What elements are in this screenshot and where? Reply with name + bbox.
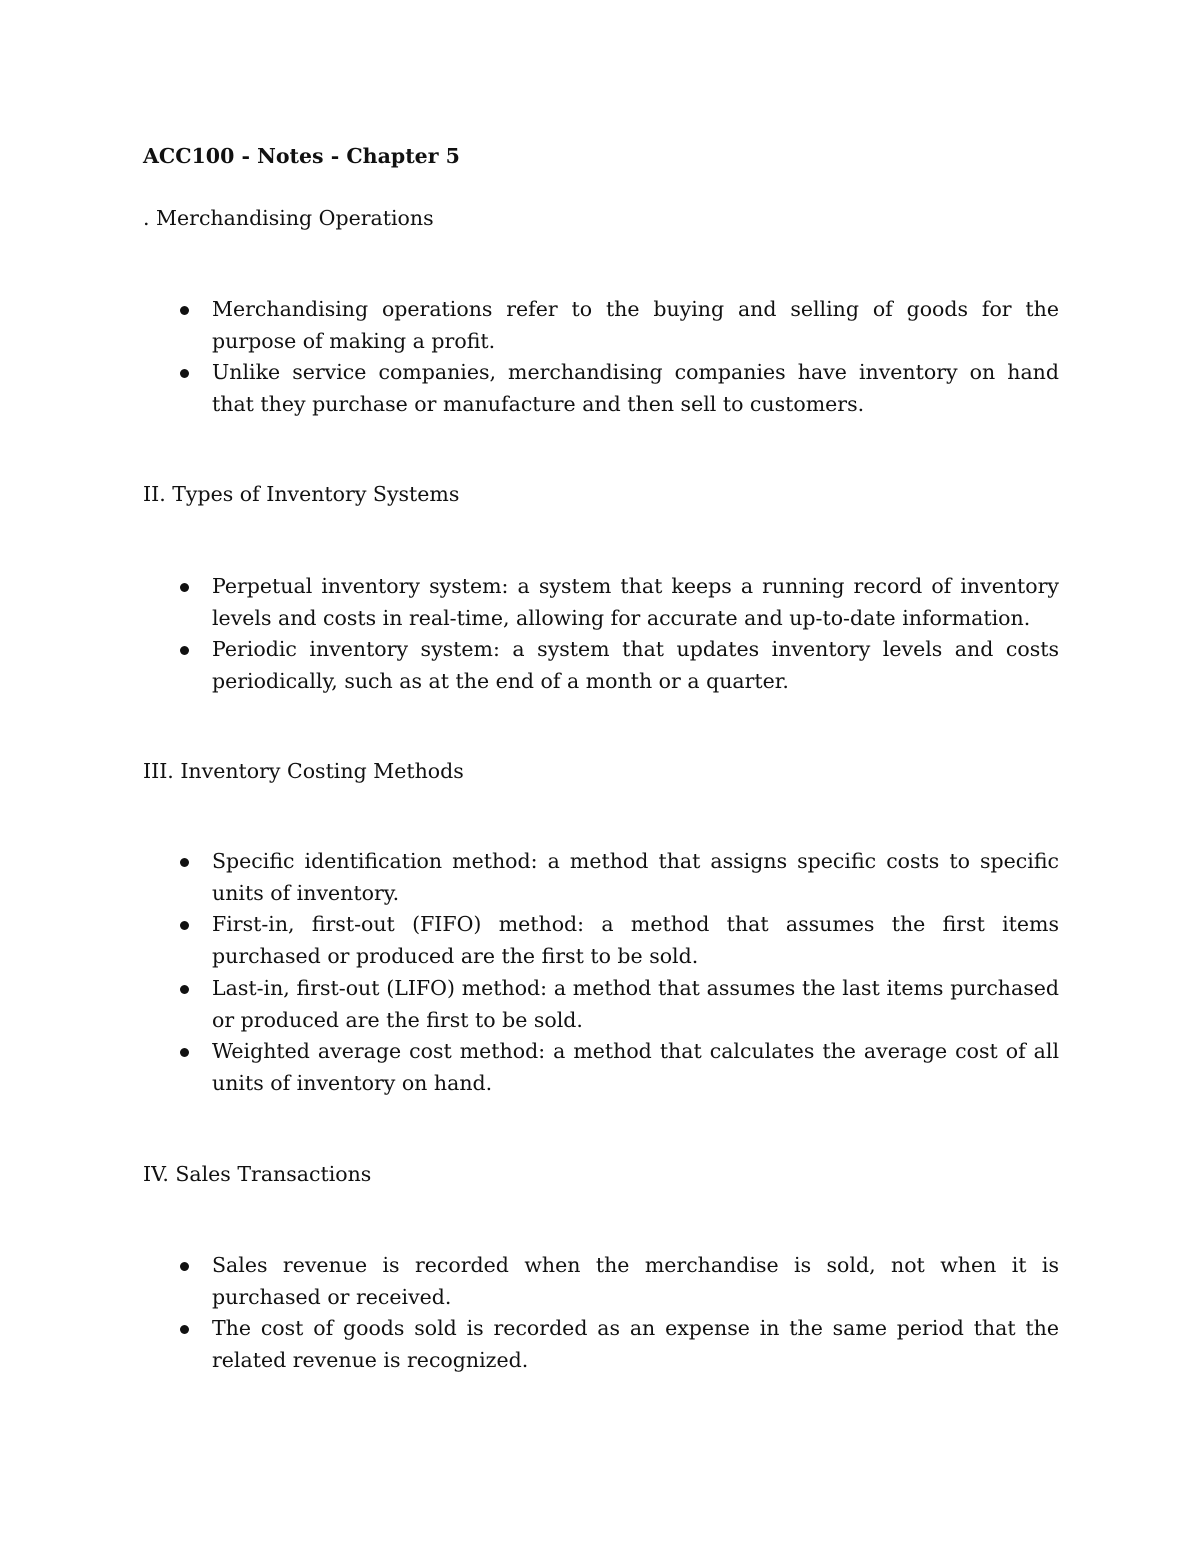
list-item-text: The cost of goods sold is recorded as an expense in the same period that the related revenue is recognized. bbox=[212, 1316, 1059, 1373]
bullet-dot-icon bbox=[180, 1048, 189, 1057]
bullet-dot-icon bbox=[180, 858, 189, 867]
list-item-text: Sales revenue is recorded when the merchandise is sold, not when it is purchased or received. bbox=[212, 1253, 1059, 1309]
bullet-list-inventory-systems bbox=[143, 571, 1059, 698]
bullet-dot-icon bbox=[180, 1325, 189, 1334]
list-item bbox=[143, 294, 1059, 357]
list-item bbox=[143, 909, 1059, 972]
list-item-text: Weighted average cost method: a method that calculates the average cost of all units of inventory on hand. bbox=[212, 1039, 1059, 1095]
section-heading-inventory-systems: II. Types of Inventory Systems bbox=[143, 482, 460, 506]
list-item-text: First-in, first-out (FIFO) method: a method that assumes the first items purchased or produced are the first to be sold. bbox=[212, 912, 1059, 969]
list-item-text: Last-in, first-out (LIFO) method: a method that assumes the last items purchased or produced are the first to be sold. bbox=[212, 975, 1059, 1032]
section-heading-sales-transactions: IV. Sales Transactions bbox=[143, 1162, 372, 1186]
list-item bbox=[143, 1313, 1059, 1376]
document-title: ACC100 - Notes - Chapter 5 bbox=[143, 144, 460, 168]
bullet-dot-icon bbox=[180, 369, 189, 378]
bullet-dot-icon bbox=[180, 985, 189, 994]
list-item bbox=[143, 1036, 1059, 1099]
bullet-dot-icon bbox=[180, 306, 189, 315]
list-item bbox=[143, 846, 1059, 909]
list-item bbox=[143, 973, 1059, 1036]
bullet-dot-icon bbox=[180, 583, 189, 592]
bullet-list-sales-transactions bbox=[143, 1250, 1059, 1377]
list-item-text: Specific identification method: a method that assigns specific costs to specific units of inventory. bbox=[212, 849, 1059, 905]
bullet-dot-icon bbox=[180, 646, 189, 655]
list-item-text: Unlike service companies, merchandising companies have inventory on hand that they purchase or manufacture and then sell to customers. bbox=[212, 360, 1059, 417]
list-item-text: Periodic inventory system: a system that updates inventory levels and costs periodically, such as at the end of a month or a quarter. bbox=[212, 637, 1059, 694]
bullet-dot-icon bbox=[180, 921, 189, 930]
section-heading-merchandising-operations: . Merchandising Operations bbox=[143, 206, 434, 230]
list-item bbox=[143, 634, 1059, 697]
list-item-text: Merchandising operations refer to the buying and selling of goods for the purpose of making a profit. bbox=[212, 297, 1059, 353]
list-item bbox=[143, 357, 1059, 420]
list-item bbox=[143, 571, 1059, 634]
bullet-list-merchandising-operations bbox=[143, 294, 1059, 421]
bullet-dot-icon bbox=[180, 1262, 189, 1271]
list-item-text: Perpetual inventory system: a system that keeps a running record of inventory levels and costs in real-time, allowing for accurate and up-to-date information. bbox=[212, 574, 1059, 630]
list-item bbox=[143, 1250, 1059, 1313]
section-heading-costing-methods: III. Inventory Costing Methods bbox=[143, 759, 464, 783]
bullet-list-costing-methods bbox=[143, 846, 1059, 1100]
